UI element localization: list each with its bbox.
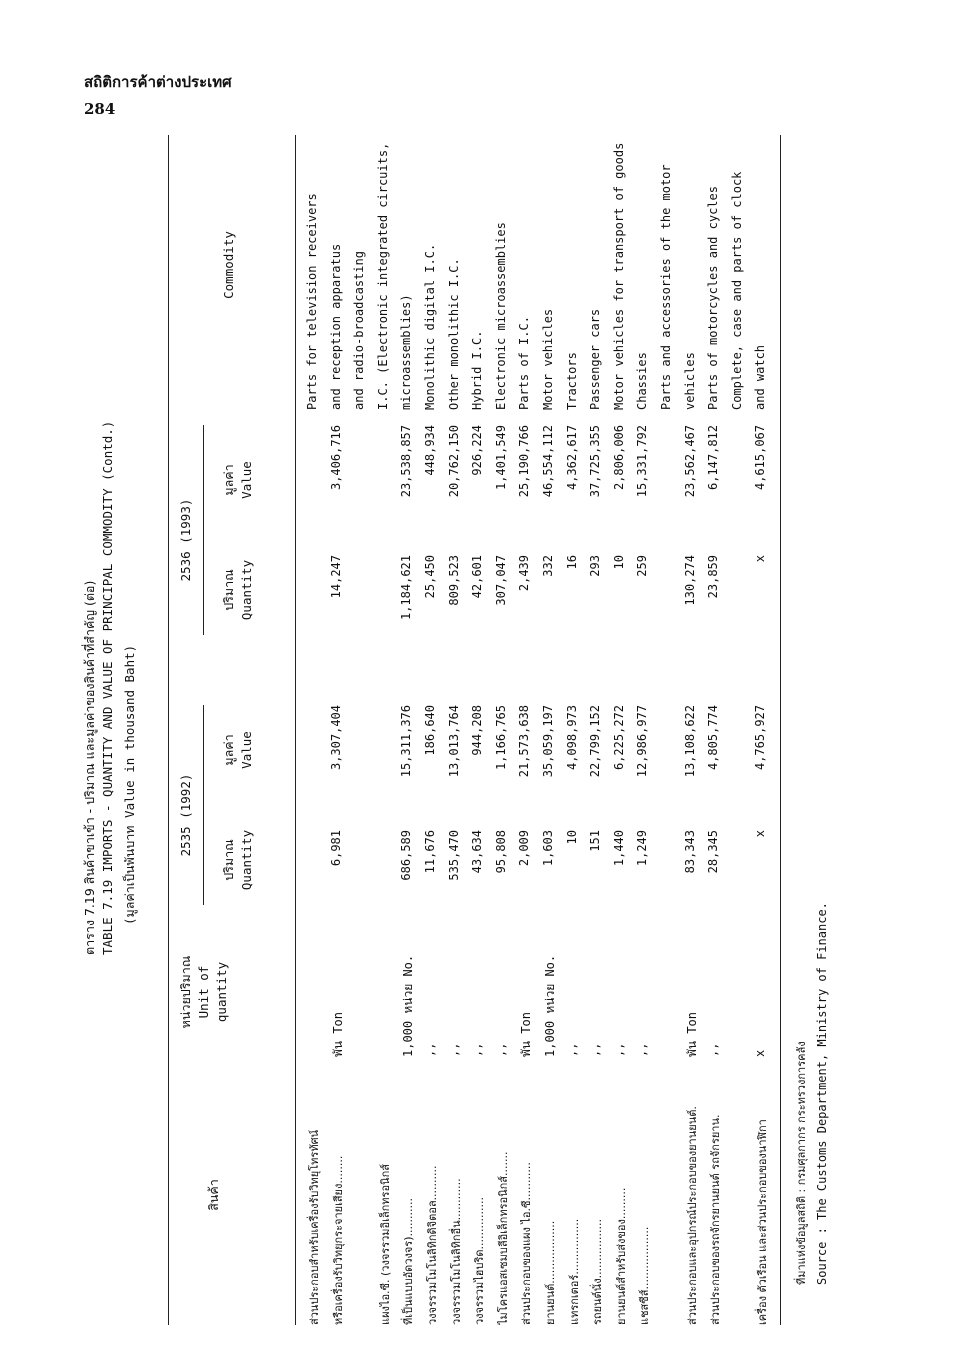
- value-1992-cell: 3,307,404: [328, 705, 343, 771]
- commodity-english-cell: and reception apparatus: [328, 243, 343, 410]
- value-1993-cell: 20,762,150: [446, 425, 461, 498]
- commodity-english-cell: Motor vehicles: [541, 308, 555, 410]
- value-1992-cell: 13,108,622: [682, 705, 697, 778]
- commodity-english-cell: Passenger cars: [588, 308, 603, 410]
- commodity-thai-cell: ไมโครแอสเซมบลีอิเล็กทรอนิกส์.......: [496, 1151, 510, 1325]
- table-row: [753, 135, 778, 1325]
- header-year-1992: 2535 (1992): [178, 773, 193, 857]
- commodity-english-cell: Monolithic digital I.C.: [423, 243, 437, 410]
- table-title-english: TABLE 7.19 IMPORTS - QUANTITY AND VALUE OF PRINCIPAL COMMODITY (Contd.): [100, 420, 115, 955]
- header-quantity-1993: ปริมาณ Quantity: [221, 559, 254, 621]
- quantity-1993-cell: 332: [541, 555, 555, 577]
- commodity-english-cell: Hybrid I.C.: [470, 330, 485, 410]
- commodity-thai-cell: หรือเครื่องรับวิทยุกระจายเสียง........: [331, 1155, 345, 1325]
- header-bottom-rule: [295, 135, 296, 1325]
- value-1992-cell: 13,013,764: [446, 705, 461, 778]
- quantity-1992-cell: 10: [564, 830, 579, 845]
- value-1993-cell: 6,147,812: [706, 425, 721, 491]
- quantity-1993-cell: 293: [588, 555, 603, 577]
- table-row: [423, 135, 448, 1325]
- commodity-thai-cell: ที่เป็นแบบอัดวงจร)...........: [402, 1198, 416, 1325]
- quantity-1993-cell: 25,450: [423, 555, 437, 599]
- value-1992-cell: 944,208: [470, 705, 485, 756]
- commodity-english-cell: Chassies: [635, 352, 650, 410]
- commodity-thai-cell: ส่วนประกอบสำหรับเครื่องรับวิทยุโทรทัศน์: [308, 1129, 321, 1325]
- table-subtitle: (มูลค่าเป็นพันบาท Value in thousand Baht): [122, 644, 137, 925]
- commodity-english-cell: vehicles: [682, 352, 697, 410]
- quantity-1992-cell: 1,440: [611, 830, 626, 867]
- quantity-1992-cell: 43,634: [470, 830, 485, 874]
- quantity-1992-cell: 28,345: [706, 830, 721, 874]
- quantity-1993-cell: 1,184,621: [399, 555, 414, 621]
- commodity-thai-cell: รถยนต์นั่ง.................: [591, 1218, 605, 1325]
- unit-cell: x: [753, 1049, 768, 1057]
- commodity-english-cell: Parts of motorcycles and cycles: [706, 186, 721, 410]
- quantity-1993-cell: 2,439: [517, 555, 532, 592]
- header-quantity-1992: ปริมาณ Quantity: [221, 829, 254, 891]
- commodity-thai-cell: ยานยนต์สำหรับส่งของ.........: [614, 1187, 628, 1325]
- table-row: [706, 135, 731, 1325]
- value-1993-cell: 2,806,006: [611, 425, 626, 491]
- commodity-english-cell: Electronic microassemblies: [493, 222, 508, 410]
- value-1992-cell: 21,573,638: [517, 705, 532, 778]
- unit-cell: ,,: [493, 1042, 508, 1057]
- value-1993-cell: 23,562,467: [682, 425, 697, 498]
- quantity-1993-cell: 14,247: [328, 555, 343, 599]
- header-unit: หน่วยปริมาณ Unit of quantity: [178, 955, 229, 1029]
- value-1993-cell: 1,401,549: [493, 425, 508, 491]
- unit-cell: ,,: [611, 1042, 626, 1057]
- value-1993-cell: 4,362,617: [564, 425, 579, 491]
- rotated-table-block: [80, 135, 840, 1325]
- quantity-1993-cell: 10: [611, 555, 626, 570]
- table-row: [635, 135, 660, 1325]
- value-1993-cell: 23,538,857: [399, 425, 414, 498]
- commodity-thai-cell: เครื่อง ตัวเรือน และส่วนประกอบของนาฬิกา: [756, 1119, 770, 1325]
- commodity-english-cell: microassemblies): [399, 294, 414, 410]
- quantity-1992-cell: 1,603: [541, 830, 555, 867]
- page-number: 284: [84, 100, 116, 118]
- table-row: [659, 135, 684, 1325]
- quantity-1993-cell: 42,601: [470, 555, 485, 599]
- commodity-thai-cell: วงจรรวมไฮบริด...............: [473, 1197, 487, 1325]
- commodity-english-cell: Motor vehicles for transport of goods: [611, 142, 626, 410]
- table-row: [612, 135, 637, 1325]
- table-bottom-rule: [780, 135, 781, 1325]
- commodity-thai-cell: ยานยนต์..................: [544, 1220, 557, 1325]
- table-row: [399, 135, 424, 1325]
- commodity-thai-cell: แทรกเตอร์................: [567, 1218, 581, 1325]
- commodity-english-cell: Tractors: [564, 352, 579, 410]
- quantity-1992-cell: x: [753, 830, 768, 838]
- quantity-1992-cell: 686,589: [399, 830, 414, 881]
- value-1992-cell: 6,225,272: [611, 705, 626, 771]
- source-note-english: Source : The Customs Department, Ministry of Finance.: [815, 902, 829, 1285]
- table-row: [494, 135, 519, 1325]
- value-1992-cell: 15,311,376: [399, 705, 414, 778]
- value-1993-cell: 25,190,766: [517, 425, 532, 498]
- commodity-thai-cell: ส่วนประกอบของแผง ไอ.ซี...........: [520, 1162, 534, 1325]
- quantity-1992-cell: 83,343: [682, 830, 697, 874]
- year-1993-rule: [203, 425, 204, 635]
- value-1993-cell: 37,725,355: [588, 425, 603, 498]
- quantity-1992-cell: 1,249: [635, 830, 650, 867]
- header-value-1992: มูลค่า Value: [221, 731, 254, 769]
- commodity-english-cell: Parts and accessories of the motor: [659, 164, 673, 410]
- unit-cell: ,,: [564, 1042, 579, 1057]
- unit-cell: 1,000 หน่วย No.: [543, 954, 557, 1057]
- value-1993-cell: 4,615,067: [753, 425, 768, 491]
- unit-cell: ,,: [423, 1042, 437, 1057]
- value-1993-cell: 448,934: [423, 425, 437, 476]
- unit-cell: ,,: [470, 1042, 485, 1057]
- commodity-english-cell: Parts of I.C.: [517, 316, 532, 410]
- value-1992-cell: 35,059,197: [541, 705, 555, 778]
- table-row: [329, 135, 354, 1325]
- table-row: [588, 135, 613, 1325]
- table-title-thai: ตาราง 7.19 สินค้าขาเข้า - ปริมาณ และมูลค่าของสินค้าที่สำคัญ (ต่อ): [82, 580, 97, 955]
- quantity-1993-cell: 307,047: [493, 555, 508, 606]
- commodity-thai-cell: แชสซีส์..................: [638, 1226, 652, 1325]
- unit-cell: ,,: [635, 1042, 650, 1057]
- header-commodity-thai: สินค้า: [206, 1179, 221, 1211]
- commodity-english-cell: Other monolithic I.C.: [446, 258, 461, 410]
- quantity-1993-cell: x: [753, 555, 768, 563]
- table-row: [352, 135, 377, 1325]
- table-row: [517, 135, 542, 1325]
- table-row: [683, 135, 708, 1325]
- quantity-1992-cell: 6,981: [328, 830, 343, 867]
- table-row: [447, 135, 472, 1325]
- source-note-thai: ที่มาแห่งข้อมูลสถิติ : กรมศุลกากร กระทรวงการคลัง: [795, 1041, 808, 1285]
- table-row: [565, 135, 590, 1325]
- quantity-1992-cell: 11,676: [423, 830, 437, 874]
- commodity-thai-cell: ส่วนประกอบของรถจักรยานยนต์ รถจักรยาน.: [709, 1114, 723, 1325]
- header-commodity-english: Commodity: [221, 231, 236, 299]
- commodity-english-cell: Complete, case and parts of clock: [729, 171, 744, 410]
- value-1992-cell: 1,166,765: [493, 705, 508, 771]
- commodity-english-cell: and radio-broadcasting: [352, 251, 367, 410]
- unit-cell: ,,: [588, 1042, 603, 1057]
- value-1993-cell: 15,331,792: [635, 425, 650, 498]
- value-1992-cell: 12,986,977: [635, 705, 650, 778]
- commodity-thai-cell: วงจรรวมโมโนลิทิกอื่น............: [449, 1178, 463, 1325]
- unit-cell: พัน Ton: [684, 1011, 699, 1057]
- unit-cell: พัน Ton: [330, 1011, 345, 1057]
- quantity-1992-cell: 535,470: [446, 830, 461, 881]
- unit-cell: ,,: [446, 1042, 461, 1057]
- value-1992-cell: 186,640: [423, 705, 437, 756]
- commodity-thai-cell: แผงไอ.ซี. (วงจรรวมอิเล็กทรอนิกส์: [378, 1164, 392, 1325]
- value-1993-cell: 926,224: [470, 425, 485, 476]
- unit-cell: 1,000 หน่วย No.: [401, 954, 416, 1057]
- table-row: [541, 135, 566, 1325]
- value-1992-cell: 4,805,774: [706, 705, 721, 771]
- quantity-1993-cell: 130,274: [682, 555, 697, 606]
- header-value-1993: มูลค่า Value: [221, 461, 254, 499]
- quantity-1993-cell: 16: [564, 555, 579, 570]
- commodity-english-cell: and watch: [753, 344, 768, 410]
- quantity-1993-cell: 809,523: [446, 555, 461, 606]
- value-1992-cell: 4,765,927: [753, 705, 768, 771]
- year-1992-rule: [203, 705, 204, 905]
- commodity-thai-cell: ส่วนประกอบและอุปกรณ์ประกอบของยานยนต์.: [685, 1106, 699, 1325]
- quantity-1992-cell: 151: [588, 830, 603, 852]
- header-year-1993: 2536 (1993): [178, 498, 193, 582]
- commodity-english-cell: I.C. (Electronic integrated circuits,: [375, 142, 390, 410]
- unit-cell: พัน Ton: [519, 1011, 534, 1057]
- value-1993-cell: 46,554,112: [541, 425, 555, 498]
- value-1992-cell: 4,098,973: [564, 705, 579, 771]
- value-1992-cell: 22,799,152: [588, 705, 603, 778]
- table-row: [305, 135, 330, 1325]
- unit-cell: ,,: [706, 1042, 721, 1057]
- commodity-english-cell: Parts for television receivers: [305, 193, 319, 410]
- page-header-title: สถิติการค้าต่างประเทศ: [84, 73, 232, 91]
- quantity-1992-cell: 2,009: [517, 830, 532, 867]
- table-row: [376, 135, 401, 1325]
- quantity-1992-cell: 95,808: [493, 830, 508, 874]
- quantity-1993-cell: 259: [635, 555, 650, 577]
- commodity-thai-cell: วงจรรวมโมโนลิทิกดิจิตอล..........: [426, 1165, 439, 1325]
- value-1993-cell: 3,406,716: [328, 425, 343, 491]
- table-row: [730, 135, 755, 1325]
- table-top-rule: [168, 135, 169, 1325]
- quantity-1993-cell: 23,859: [706, 555, 721, 599]
- table-row: [470, 135, 495, 1325]
